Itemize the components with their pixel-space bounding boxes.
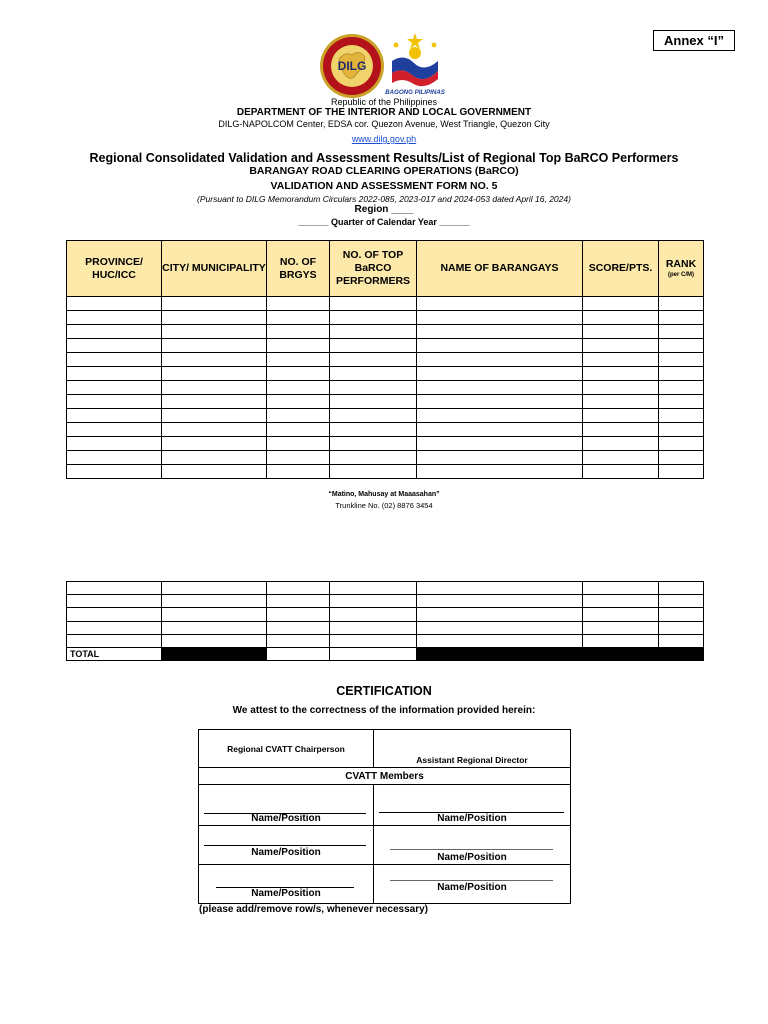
table-cell[interactable]	[267, 465, 330, 479]
trunkline-text: Trunkline No. (02) 8876 3454	[335, 501, 433, 510]
table-cell[interactable]	[162, 621, 267, 634]
table-cell[interactable]	[330, 465, 417, 479]
table-cell[interactable]	[659, 339, 704, 353]
department-name: DEPARTMENT OF THE INTERIOR AND LOCAL GOVERNMENT	[236, 107, 532, 118]
table-cell[interactable]	[583, 582, 659, 595]
member-signature-cell	[199, 826, 374, 865]
name-position-label: Name/Position	[437, 813, 507, 824]
table-cell[interactable]	[330, 608, 417, 621]
table-cell[interactable]	[417, 339, 583, 353]
rank-label: RANK	[665, 258, 697, 270]
table-cell[interactable]	[162, 297, 267, 311]
form-title: Regional Consolidated Validation and Assessment Results/List of Regional Top BaRCO Performers	[89, 151, 679, 165]
table-cell[interactable]	[659, 381, 704, 395]
results-table	[66, 240, 704, 479]
table-cell[interactable]	[67, 325, 162, 339]
table-cell[interactable]	[330, 409, 417, 423]
motto-text: “Matino, Mahusay at Maaasahan”	[328, 491, 440, 498]
table-cell[interactable]	[267, 311, 330, 325]
header-no-brgys: NO. OF BRGYS	[267, 241, 330, 297]
ard-label: Assistant Regional Director	[374, 730, 571, 768]
form-number: VALIDATION AND ASSESSMENT FORM NO. 5	[270, 180, 498, 192]
table-cell[interactable]	[67, 409, 162, 423]
table-cell[interactable]	[67, 381, 162, 395]
table-header-row	[67, 241, 704, 297]
table-cell[interactable]	[330, 311, 417, 325]
total-label: TOTAL	[67, 647, 162, 660]
table-cell[interactable]	[583, 353, 659, 367]
table-cell[interactable]	[162, 423, 267, 437]
program-name: BARANGAY ROAD CLEARING OPERATIONS (BaRCO)	[249, 165, 519, 177]
table-cell[interactable]	[267, 621, 330, 634]
name-position-label: Name/Position	[251, 813, 321, 824]
bp-logo-text: BAGONG PILIPINAS	[385, 89, 445, 96]
table-cell[interactable]	[583, 621, 659, 634]
table-cell[interactable]	[417, 395, 583, 409]
table-cell[interactable]	[162, 582, 267, 595]
quarter-field: ______ Quarter of Calendar Year ______	[298, 217, 470, 227]
table-cell[interactable]	[417, 595, 583, 608]
table-cell[interactable]	[417, 297, 583, 311]
name-position-label: Name/Position	[437, 852, 507, 863]
table-row	[67, 423, 704, 437]
table-cell[interactable]	[417, 465, 583, 479]
table-cell[interactable]	[659, 423, 704, 437]
table-row	[67, 409, 704, 423]
table-cell[interactable]	[417, 409, 583, 423]
table-row	[67, 311, 704, 325]
pursuant-note: (Pursuant to DILG Memorandum Circulars 2022-085, 2023-017 and 2024-053 dated April 16, 2024)	[197, 194, 571, 204]
table-cell[interactable]	[67, 465, 162, 479]
table-row	[67, 297, 704, 311]
name-position-label: Name/Position	[251, 888, 321, 899]
table-cell[interactable]	[162, 353, 267, 367]
chairperson-label: Regional CVATT Chairperson	[199, 730, 374, 768]
table-cell[interactable]	[330, 595, 417, 608]
annex-label: Annex “I”	[653, 30, 735, 51]
table-cell[interactable]	[659, 311, 704, 325]
table-row	[67, 451, 704, 465]
header-city: CITY/ MUNICIPALITY	[162, 241, 267, 297]
table-cell[interactable]	[267, 582, 330, 595]
certification-table	[198, 729, 571, 904]
table-cell[interactable]	[330, 325, 417, 339]
table-row	[67, 395, 704, 409]
table-cell[interactable]	[583, 325, 659, 339]
table-cell[interactable]	[162, 451, 267, 465]
table-cell[interactable]	[330, 437, 417, 451]
table-cell[interactable]	[67, 367, 162, 381]
table-cell[interactable]	[659, 409, 704, 423]
table-cell[interactable]	[330, 634, 417, 647]
table-cell[interactable]	[330, 451, 417, 465]
table-cell[interactable]	[267, 353, 330, 367]
table-cell[interactable]	[267, 423, 330, 437]
table-cell[interactable]	[659, 608, 704, 621]
table-cell[interactable]	[67, 595, 162, 608]
table-cell[interactable]	[583, 423, 659, 437]
table-cell[interactable]	[162, 367, 267, 381]
table-cell[interactable]	[330, 297, 417, 311]
table-row	[67, 621, 704, 634]
table-row	[67, 608, 704, 621]
table-cell[interactable]	[583, 595, 659, 608]
member-signature-cell	[374, 865, 571, 904]
header-rank	[659, 241, 704, 297]
table-cell[interactable]	[583, 311, 659, 325]
rank-note: (per C/M)	[668, 272, 694, 278]
table-cell[interactable]	[417, 325, 583, 339]
table-cell[interactable]	[267, 395, 330, 409]
table-cell[interactable]	[583, 381, 659, 395]
table-cell[interactable]	[67, 395, 162, 409]
table-cell[interactable]	[267, 608, 330, 621]
table-cell[interactable]	[417, 582, 583, 595]
table-cell[interactable]	[67, 339, 162, 353]
table-cell[interactable]	[583, 297, 659, 311]
region-field: Region ____	[354, 204, 414, 215]
table-cell[interactable]	[67, 423, 162, 437]
header-top-performers: NO. OF TOP BaRCO PERFORMERS	[330, 241, 417, 297]
certification-title: CERTIFICATION	[336, 684, 432, 698]
table-cell[interactable]	[330, 367, 417, 381]
table-row	[67, 381, 704, 395]
cvatt-members-label: CVATT Members	[199, 768, 571, 785]
table-cell[interactable]	[162, 339, 267, 353]
table-cell[interactable]	[330, 621, 417, 634]
republic-text: Republic of the Philippines	[330, 97, 438, 107]
table-row	[67, 437, 704, 451]
table-cell[interactable]	[267, 595, 330, 608]
bagong-pilipinas-logo-icon	[384, 31, 446, 97]
table-cell[interactable]	[583, 634, 659, 647]
table-cell[interactable]	[330, 395, 417, 409]
table-cell[interactable]	[267, 339, 330, 353]
table-cell[interactable]	[267, 325, 330, 339]
table-cell[interactable]	[330, 339, 417, 353]
table-cell[interactable]	[162, 634, 267, 647]
total-row	[67, 647, 704, 660]
table-cell[interactable]	[659, 325, 704, 339]
dilg-seal-icon	[319, 33, 385, 99]
table-cell[interactable]	[659, 297, 704, 311]
table-row	[67, 339, 704, 353]
table-cell[interactable]	[583, 367, 659, 381]
header-province: PROVINCE/ HUC/ICC	[67, 241, 162, 297]
table-cell[interactable]	[267, 451, 330, 465]
table-cell[interactable]	[417, 423, 583, 437]
table-cell[interactable]	[330, 423, 417, 437]
table-cell[interactable]	[583, 608, 659, 621]
table-cell[interactable]	[417, 634, 583, 647]
name-position-label: Name/Position	[251, 847, 321, 858]
attest-statement: We attest to the correctness of the information provided herein:	[232, 705, 536, 716]
name-position-label: Name/Position	[437, 882, 507, 893]
table-cell[interactable]	[162, 437, 267, 451]
table-cell[interactable]	[67, 608, 162, 621]
table-row	[67, 465, 704, 479]
header-score: SCORE/PTS.	[583, 241, 659, 297]
table-cell[interactable]	[162, 325, 267, 339]
table-cell[interactable]	[417, 311, 583, 325]
table-row	[67, 353, 704, 367]
table-cell[interactable]	[583, 451, 659, 465]
table-cell[interactable]	[267, 437, 330, 451]
table-cell[interactable]	[417, 353, 583, 367]
table-cell[interactable]	[267, 367, 330, 381]
table-cell[interactable]	[162, 409, 267, 423]
table-cell[interactable]	[67, 451, 162, 465]
member-signature-cell	[374, 826, 571, 865]
table-cell[interactable]	[659, 595, 704, 608]
table-row	[67, 582, 704, 595]
table-row	[67, 595, 704, 608]
table-cell[interactable]	[67, 582, 162, 595]
table-cell[interactable]	[162, 381, 267, 395]
signature-line	[390, 849, 553, 850]
signature-line	[204, 845, 366, 846]
table-cell[interactable]	[162, 465, 267, 479]
table-cell[interactable]	[267, 297, 330, 311]
table-cell[interactable]	[583, 409, 659, 423]
table-cell[interactable]	[67, 297, 162, 311]
table-cell[interactable]	[162, 395, 267, 409]
table-row	[67, 325, 704, 339]
table-cell[interactable]	[659, 451, 704, 465]
table-cell[interactable]	[162, 595, 267, 608]
continuation-table	[66, 581, 704, 661]
table-cell[interactable]	[583, 437, 659, 451]
signature-line	[390, 880, 553, 881]
table-cell[interactable]	[659, 621, 704, 634]
table-cell[interactable]	[267, 634, 330, 647]
table-cell[interactable]	[659, 634, 704, 647]
table-cell[interactable]	[330, 381, 417, 395]
table-cell[interactable]	[67, 353, 162, 367]
website-link[interactable]: www.dilg.gov.ph	[351, 134, 417, 144]
table-row	[67, 634, 704, 647]
member-signature-cell	[199, 785, 374, 826]
table-cell[interactable]	[417, 381, 583, 395]
table-cell[interactable]	[417, 451, 583, 465]
table-cell[interactable]	[67, 311, 162, 325]
table-cell[interactable]	[417, 367, 583, 381]
table-cell[interactable]	[659, 367, 704, 381]
department-address: DILG-NAPOLCOM Center, EDSA cor. Quezon Avenue, West Triangle, Quezon City	[218, 119, 550, 129]
table-cell[interactable]	[659, 437, 704, 451]
table-cell[interactable]	[659, 582, 704, 595]
table-cell[interactable]	[67, 437, 162, 451]
table-cell[interactable]	[417, 437, 583, 451]
table-cell[interactable]	[162, 608, 267, 621]
table-cell[interactable]	[583, 339, 659, 353]
table-cell[interactable]	[330, 582, 417, 595]
member-signature-cell	[374, 785, 571, 826]
table-cell[interactable]	[583, 465, 659, 479]
table-cell[interactable]	[659, 395, 704, 409]
table-cell[interactable]	[417, 621, 583, 634]
table-cell[interactable]	[67, 621, 162, 634]
header-barangay-names: NAME OF BARANGAYS	[417, 241, 583, 297]
table-cell[interactable]	[330, 353, 417, 367]
seal-text: DILG	[337, 59, 367, 73]
member-signature-cell	[199, 865, 374, 904]
table-cell[interactable]	[659, 353, 704, 367]
table-cell[interactable]	[417, 608, 583, 621]
table-cell[interactable]	[162, 311, 267, 325]
table-cell[interactable]	[67, 634, 162, 647]
rows-note: (please add/remove row/s, whenever necessary)	[199, 904, 428, 915]
table-cell[interactable]	[583, 395, 659, 409]
table-cell[interactable]	[659, 465, 704, 479]
table-row	[67, 367, 704, 381]
table-cell[interactable]	[267, 409, 330, 423]
table-cell[interactable]	[267, 381, 330, 395]
